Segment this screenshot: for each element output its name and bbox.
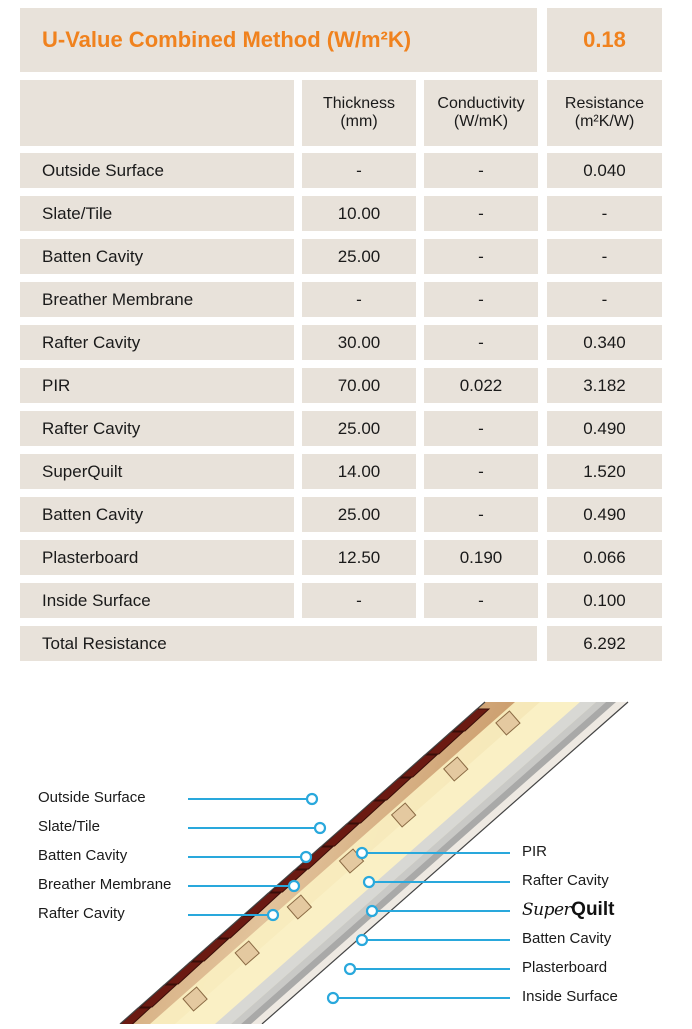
layer-thickness: 30.00: [302, 325, 416, 360]
table-title: U-Value Combined Method (W/m²K): [20, 8, 537, 72]
layer-name: Rafter Cavity: [20, 411, 294, 446]
layer-resistance: 0.490: [547, 497, 662, 532]
column-header-label: Conductivity: [437, 95, 525, 112]
leader-dot: [328, 993, 338, 1003]
layer-thickness: -: [302, 153, 416, 188]
layer-thickness: 70.00: [302, 368, 416, 403]
leader-dot: [345, 964, 355, 974]
leader-dot: [357, 935, 367, 945]
logo-name: Quilt: [571, 899, 615, 920]
layer-conductivity: -: [424, 411, 538, 446]
layer-thickness: -: [302, 282, 416, 317]
leader-dot: [357, 848, 367, 858]
column-header-unit: (W/mK): [453, 113, 509, 130]
layer-conductivity: -: [424, 454, 538, 489]
layer-name: Inside Surface: [20, 583, 294, 618]
layer-resistance: 0.066: [547, 540, 662, 575]
column-header: [302, 80, 416, 146]
layer-thickness: 25.00: [302, 239, 416, 274]
layer-name: Batten Cavity: [20, 497, 294, 532]
column-header-label: Thickness: [322, 95, 396, 112]
leader-dot: [315, 823, 325, 833]
diagram-label: Rafter Cavity: [38, 905, 125, 922]
layer-name: Outside Surface: [20, 153, 294, 188]
column-header: [424, 80, 538, 146]
layer-resistance: -: [547, 282, 662, 317]
total-value: 6.292: [547, 626, 662, 661]
leader-dot: [268, 910, 278, 920]
layer-conductivity: 0.190: [424, 540, 538, 575]
column-header-label: Resistance: [564, 95, 645, 112]
layer-name: SuperQuilt: [20, 454, 294, 489]
layer-conductivity: -: [424, 153, 538, 188]
roof-section-diagram: [0, 680, 692, 1024]
layer-conductivity: 0.022: [424, 368, 538, 403]
layer-conductivity: -: [424, 583, 538, 618]
diagram-label: Inside Surface: [522, 988, 618, 1005]
layer-resistance: -: [547, 239, 662, 274]
layer-resistance: -: [547, 196, 662, 231]
layer-thickness: -: [302, 583, 416, 618]
layer-thickness: 25.00: [302, 411, 416, 446]
column-header-unit: (mm): [340, 113, 378, 130]
layer-thickness: 12.50: [302, 540, 416, 575]
column-header: [547, 80, 662, 146]
diagram-label: Rafter Cavity: [522, 872, 609, 889]
diagram-label: Outside Surface: [38, 789, 146, 806]
layer-name: Batten Cavity: [20, 239, 294, 274]
layer-resistance: 0.490: [547, 411, 662, 446]
diagram-label: PIR: [522, 843, 548, 860]
layer-conductivity: -: [424, 325, 538, 360]
layer-name: Slate/Tile: [20, 196, 294, 231]
layer-name: PIR: [20, 368, 294, 403]
diagram-label: Breather Membrane: [38, 876, 172, 893]
layer-name: Breather Membrane: [20, 282, 294, 317]
leader-dot: [367, 906, 377, 916]
layer-resistance: 1.520: [547, 454, 662, 489]
diagram-label: Plasterboard: [522, 959, 608, 976]
leader-dot: [307, 794, 317, 804]
diagram-label: Slate/Tile: [38, 818, 100, 835]
layer-name: Plasterboard: [20, 540, 294, 575]
leader-dot: [364, 877, 374, 887]
leader-dot: [301, 852, 311, 862]
layer-conductivity: -: [424, 196, 538, 231]
layer-conductivity: -: [424, 282, 538, 317]
superquilt-logo: [522, 899, 614, 921]
leader-dot: [289, 881, 299, 891]
layer-name: Rafter Cavity: [20, 325, 294, 360]
layer-conductivity: -: [424, 239, 538, 274]
layer-resistance: 0.340: [547, 325, 662, 360]
column-header-unit: (m²K/W): [574, 113, 635, 130]
layer-resistance: 0.040: [547, 153, 662, 188]
u-value-result: 0.18: [547, 8, 662, 72]
header-blank: [20, 80, 294, 146]
diagram-label: Batten Cavity: [522, 930, 612, 947]
layer-resistance: 0.100: [547, 583, 662, 618]
logo-prefix: Super: [522, 900, 572, 920]
layer-thickness: 25.00: [302, 497, 416, 532]
total-label: Total Resistance: [20, 626, 537, 661]
diagram-label: Batten Cavity: [38, 847, 128, 864]
layer-resistance: 3.182: [547, 368, 662, 403]
layer-thickness: 14.00: [302, 454, 416, 489]
layer-conductivity: -: [424, 497, 538, 532]
layer-thickness: 10.00: [302, 196, 416, 231]
